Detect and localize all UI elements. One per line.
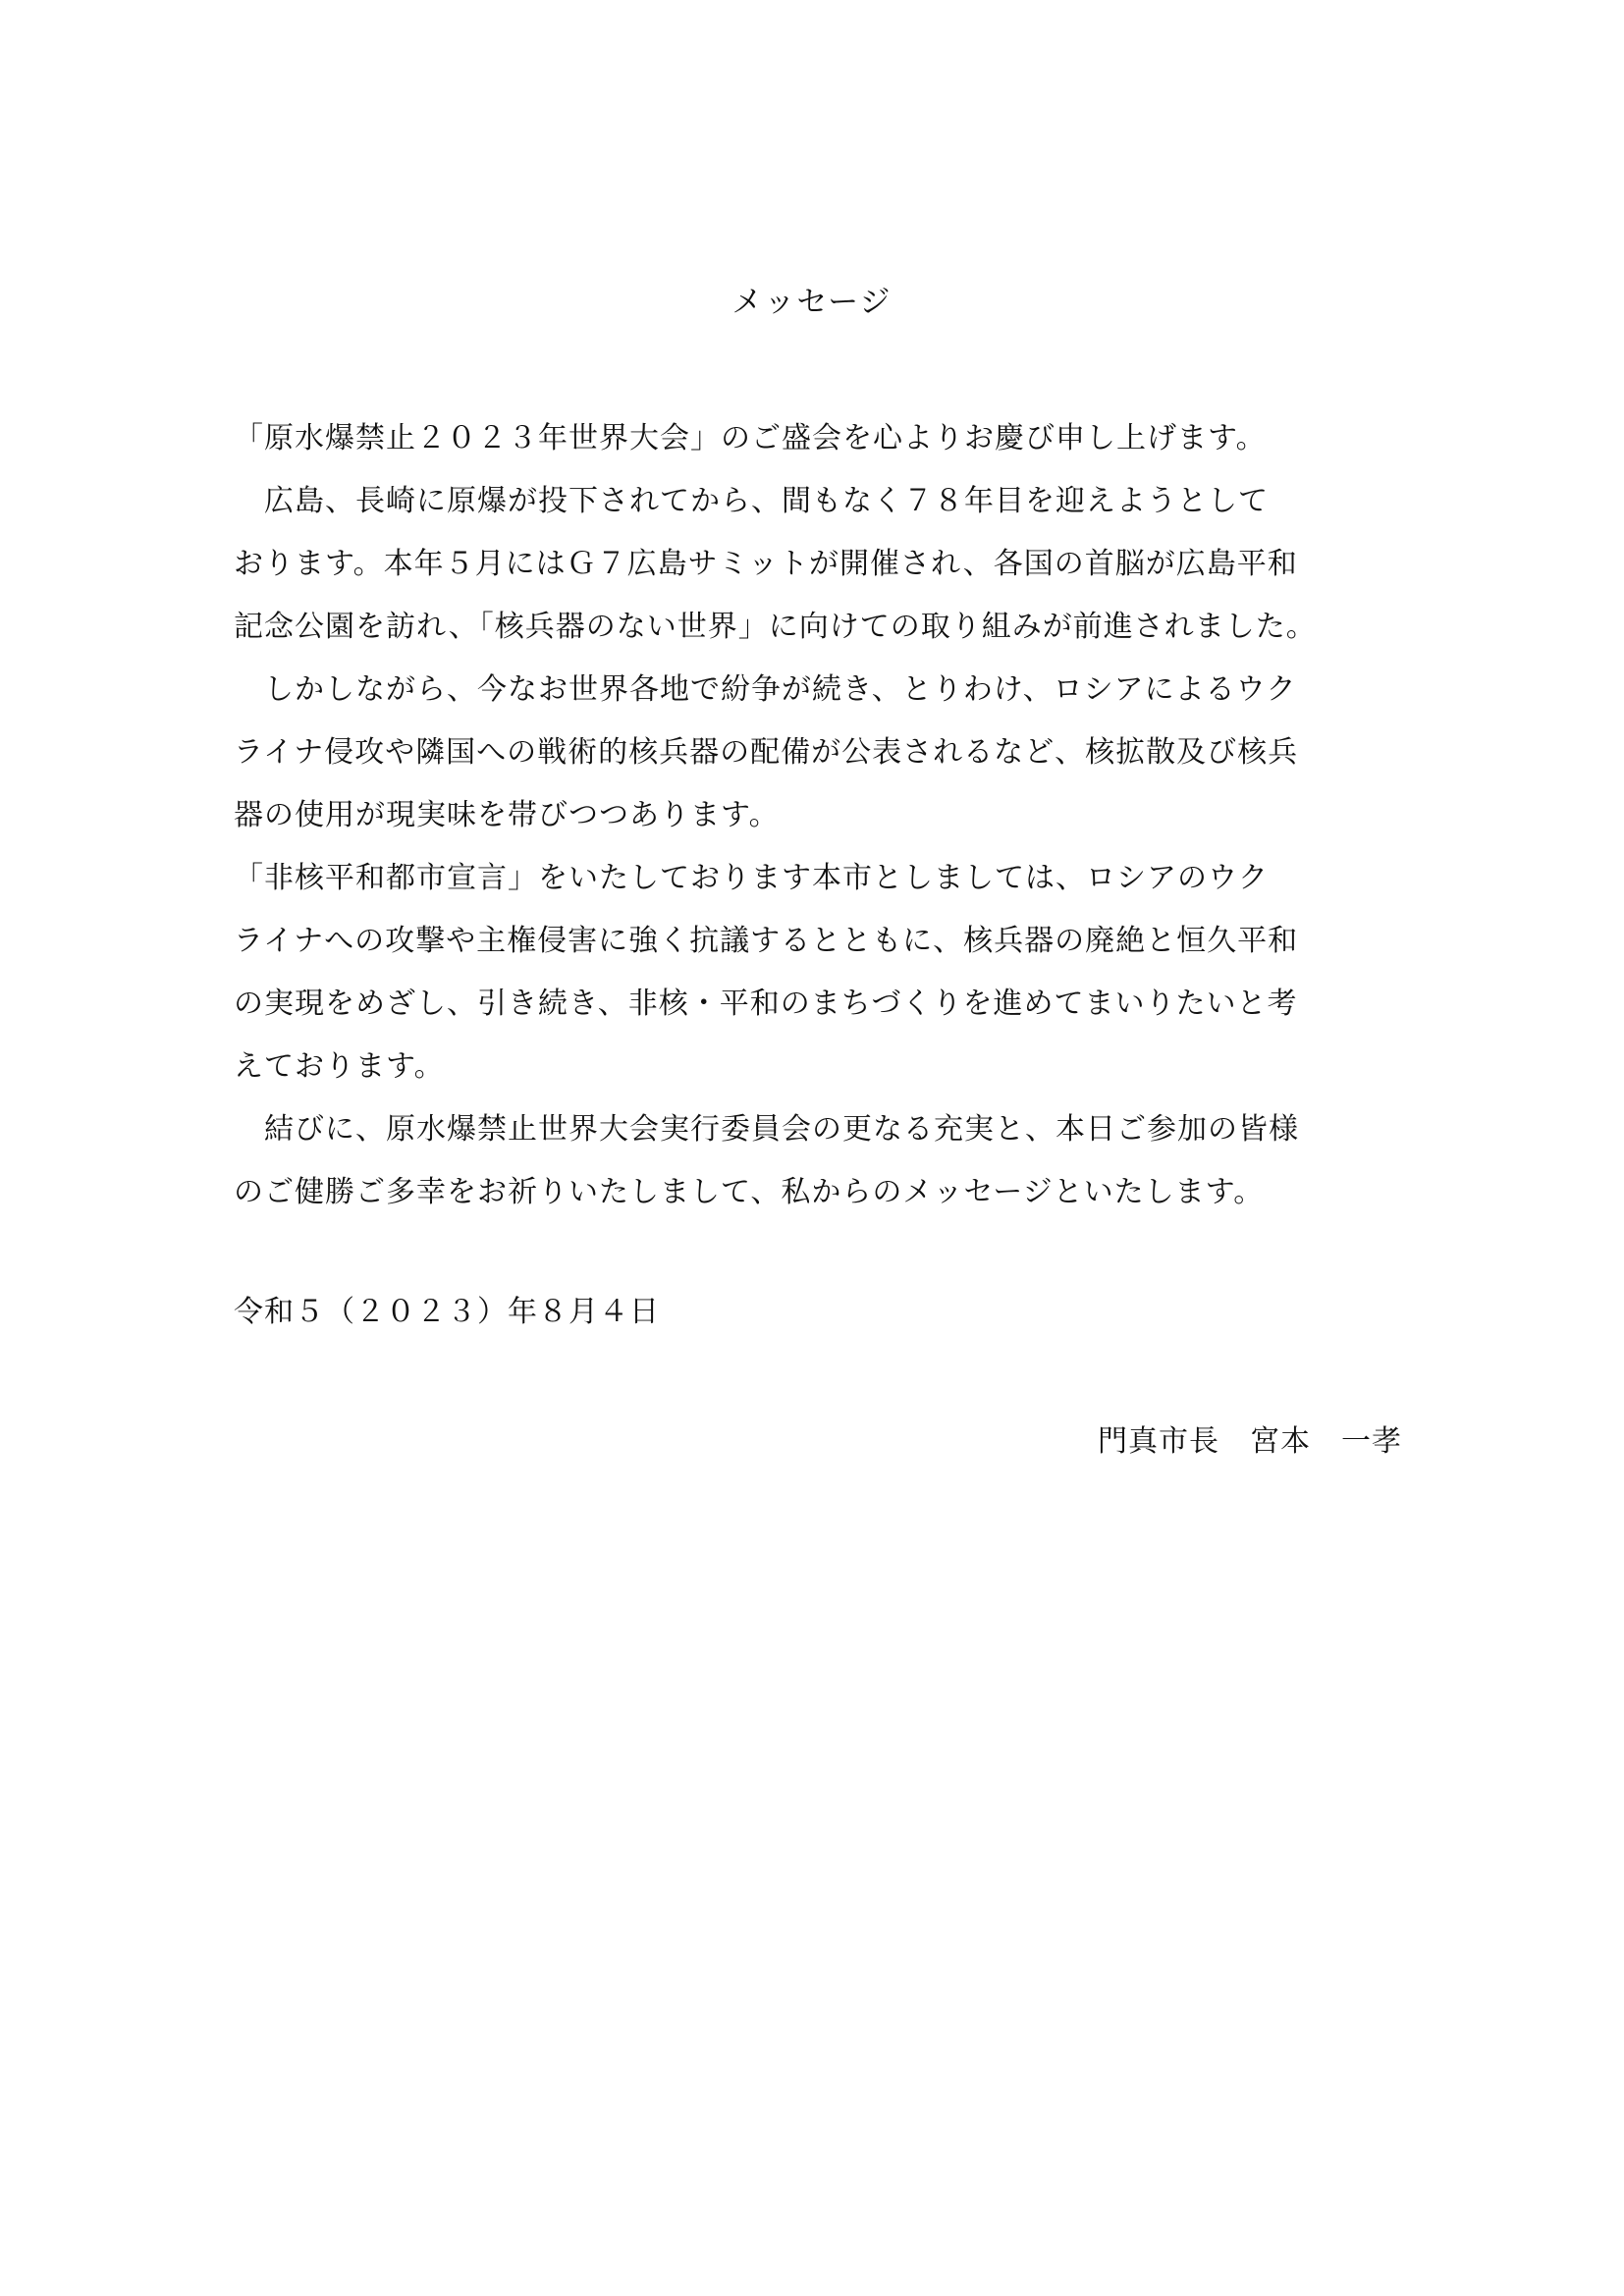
document-title: メッセージ bbox=[731, 285, 893, 320]
paragraph-2 bbox=[234, 470, 1402, 659]
paragraph-line: 広島、長崎に原爆が投下されてから、間もなく７８年目を迎えようとして bbox=[234, 484, 1269, 518]
message-body bbox=[234, 407, 1402, 1224]
paragraph-line: の実現をめざし、引き続き、非核・平和のまちづくりを進めてまいりたいと考 bbox=[234, 987, 1298, 1021]
paragraph-4 bbox=[234, 847, 1402, 1098]
paragraph-5 bbox=[234, 1098, 1402, 1224]
paragraph-line: ライナ侵攻や隣国への戦術的核兵器の配備が公表されるなど、核拡散及び核兵 bbox=[234, 735, 1299, 770]
signature: 門真市長 宮本 一孝 bbox=[1098, 1424, 1402, 1459]
paragraph-line: 記念公園を訪れ、「核兵器のない世界」に向けての取り組みが前進されました。 bbox=[234, 610, 1317, 644]
paragraph-1 bbox=[234, 407, 1402, 470]
paragraph-line: のご健勝ご多幸をお祈りいたしまして、私からのメッセージといたします。 bbox=[234, 1175, 1265, 1209]
paragraph-line: 「非核平和都市宣言」をいたしております本市としましては、ロシアのウク bbox=[234, 861, 1269, 895]
message-date: 令和５（２０２３）年８月４日 bbox=[234, 1295, 660, 1329]
paragraph-line: おります。本年５月にはＧ７広島サミットが開催され、各国の首脳が広島平和 bbox=[234, 547, 1298, 581]
paragraph-line: 結びに、原水爆禁止世界大会実行委員会の更なる充実と、本日ご参加の皆様 bbox=[234, 1112, 1299, 1147]
paragraph-line: ライナへの攻撃や主権侵害に強く抗議するとともに、核兵器の廃絶と恒久平和 bbox=[234, 924, 1299, 958]
paragraph-line: えております。 bbox=[234, 1049, 445, 1084]
paragraph-line: しかしながら、今なお世界各地で紛争が続き、とりわけ、ロシアによるウク bbox=[234, 672, 1297, 707]
paragraph-3 bbox=[234, 659, 1402, 847]
paragraph-line: 器の使用が現実味を帯びつつあります。 bbox=[234, 798, 780, 832]
paragraph-line: 「原水爆禁止２０２３年世界大会」のご盛会を心よりお慶び申し上げます。 bbox=[234, 421, 1267, 455]
